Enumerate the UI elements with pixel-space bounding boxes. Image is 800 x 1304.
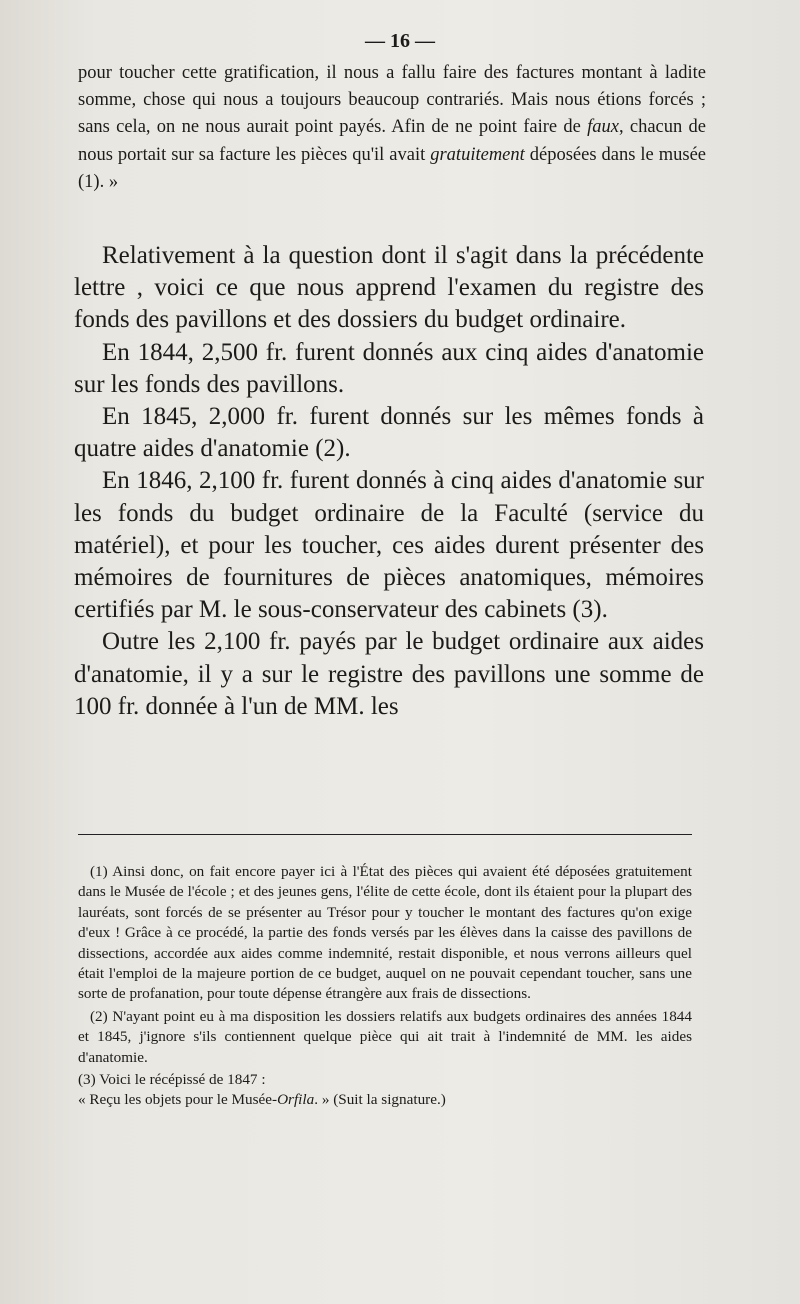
footnotes	[78, 862, 692, 1111]
body-paragraph: En 1845, 2,000 fr. furent donnés sur les mêmes fonds à quatre aides d'anatomie (2).	[74, 403, 704, 463]
footnote-separator	[78, 834, 692, 835]
italic-word: gratuitement	[430, 144, 525, 165]
page-number: — 16 —	[365, 30, 435, 52]
footnote-3: (3) Voici le récépissé de 1847 :	[78, 1071, 266, 1089]
body-paragraph: En 1844, 2,500 fr. furent donnés aux cinq aides d'anatomie sur les fonds des pavillons.	[74, 338, 704, 398]
main-text	[74, 240, 704, 723]
lead-quotation	[78, 60, 706, 196]
footnote-2: (2) N'ayant point eu à ma disposition les dossiers relatifs aux budgets ordinaires des années 1844 et 1845, j'ignore s'ils contiennent quelque pièce qui ait trait à l'indemnité de MM. les aides d'anatomie.	[78, 1007, 692, 1066]
body-paragraph: En 1846, 2,100 fr. furent donnés à cinq aides d'anatomie sur les fonds du budget ordinaire de la Faculté (service du matériel), et pour les toucher, ces aides durent présenter des mémoires de fournitures de pièces anatomiques, mémoires certifiés par M. le sous-conservateur des cabinets (3).	[74, 467, 704, 624]
body-paragraph: Outre les 2,100 fr. payés par le budget ordinaire aux aides d'anatomie, il y a sur le registre des pavillons une somme de 100 fr. donnée à l'un de MM. les	[74, 628, 704, 720]
italic-word: Orfila	[277, 1091, 315, 1109]
lead-paragraph: pour toucher cette gratification, il nous a fallu faire des factures montant à ladite somme, chose qui nous a toujours beaucoup contrariés. Mais nous étions forcés ; sans cela, on ne nous aurait point payés. Afin de ne point faire de faux, chacun de nous portait sur sa facture les pièces qu'il avait gratuitement déposées dans le musée (1). »	[78, 63, 706, 192]
italic-word: faux	[587, 117, 619, 138]
body-paragraph: Relativement à la question dont il s'agit dans la précédente lettre , voici ce que nous apprend l'examen du registre des fonds des pavillons et des dossiers du budget ordinaire.	[74, 242, 704, 334]
footnote-1: (1) Ainsi donc, on fait encore payer ici à l'État des pièces qui avaient été déposées gratuitement dans le Musée de l'école ; et des jeunes gens, l'élite de cette école, dont ils étaient pour la plupart des lauréats, sont forcés de se présenter au Trésor pour y toucher le montant des factures qu'on exige d'eux ! Grâce à ce procédé, la partie des fonds versés par les élèves dans la caisse des pavillons de dissections, accordée aux aides comme indemnité, restait disponible, et nous verrons ailleurs quel était l'emploi de la majeure portion de ce budget, auquel on ne pouvait cependant toucher, sans une sorte de profanation, pour toute dépense étrangère aux frais de dissections.	[78, 863, 692, 1003]
footnote-3-quote: « Reçu les objets pour le Musée-Orfila. » (Suit la signature.)	[78, 1091, 446, 1109]
